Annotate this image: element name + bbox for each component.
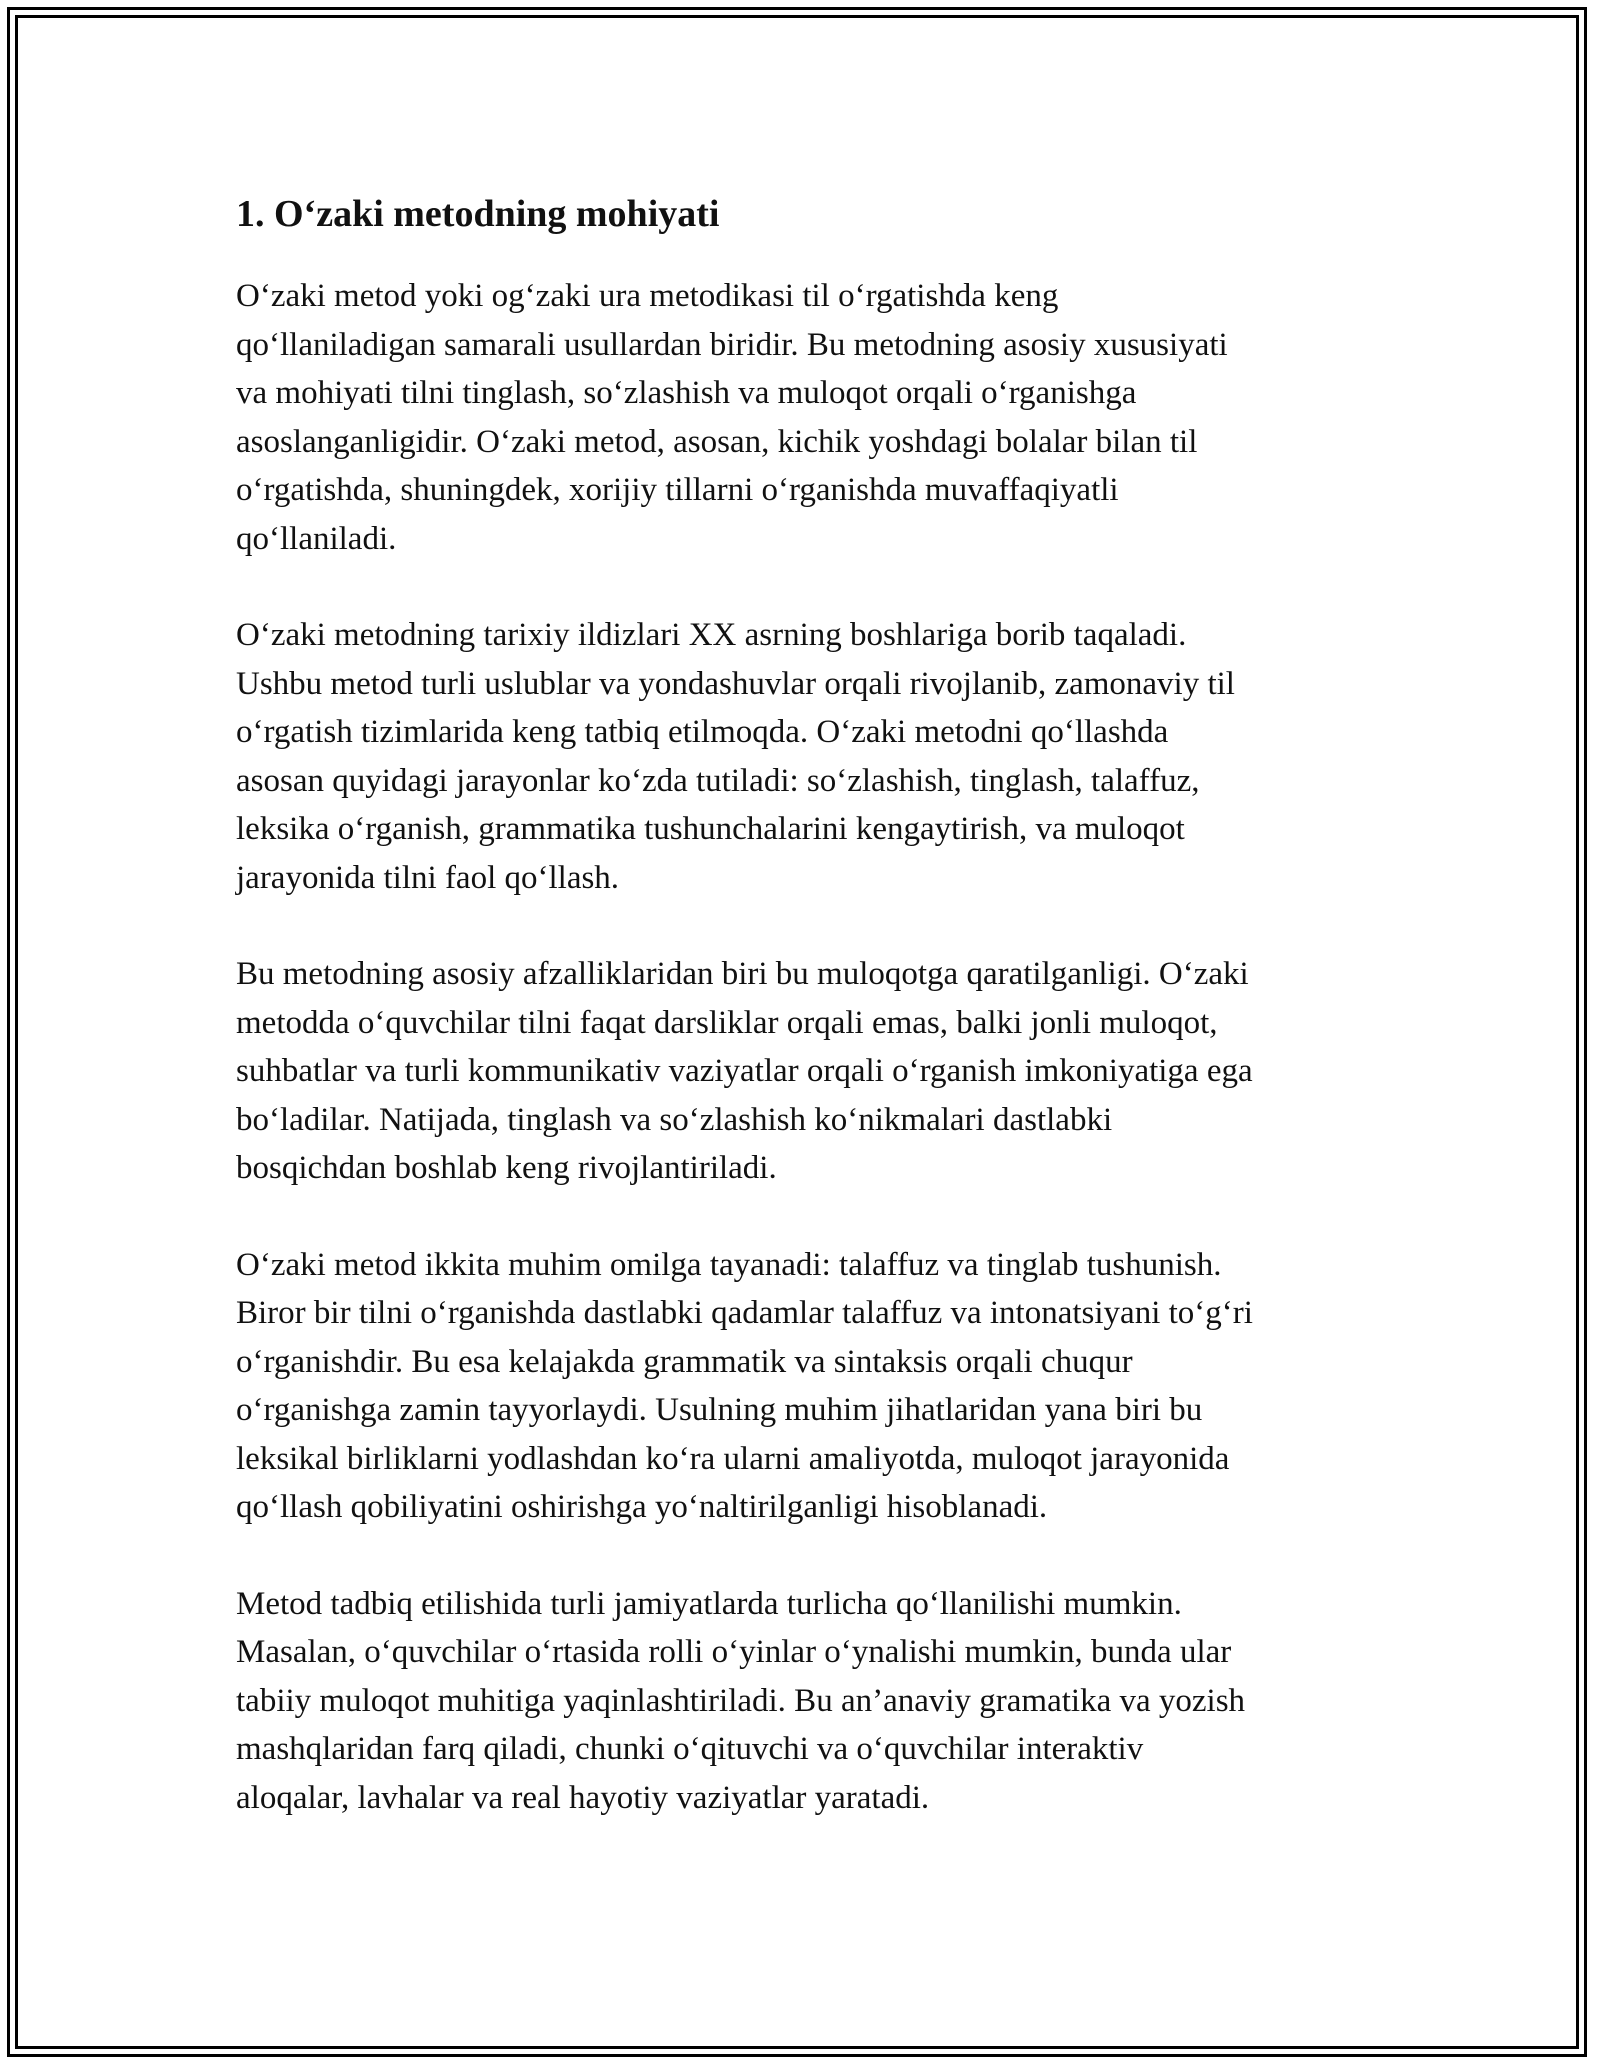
paragraph-2: O‘zaki metodning tarixiy ildizlari XX asrning boshlariga borib taqaladi. Ushbu metod turli uslublar va yondashuvlar orqali rivojlanib, zamonaviy til o‘rgatish tizimlarida keng tatbiq etilmoqda. O‘zaki metodni qo‘llashda asosan quyidagi jarayonlar ko‘zda tutiladi: so‘zlashish, tinglash, talaffuz, leksika o‘rganish, grammatika tushunchalarini kengaytirish, va muloqot jarayonida tilni faol qo‘llash. bbox=[236, 617, 1235, 896]
section-heading: 1. O‘zaki metodning mohiyati bbox=[236, 193, 720, 235]
paragraph-5: Metod tadbiq etilishida turli jamiyatlarda turlicha qo‘llanilishi mumkin. Masalan, o‘quvchilar o‘rtasida rolli o‘yinlar o‘ynalishi mumkin, bunda ular tabiiy muloqot muhitiga yaqinlashtiriladi. Bu an’anaviy gramatika va yozish mashqlaridan farq qiladi, chunki o‘qituvchi va o‘quvchilar interaktiv aloqalar, lavhalar va real hayotiy vaziyatlar yaratadi. bbox=[236, 1585, 1246, 1816]
document-body bbox=[236, 186, 1386, 1870]
paragraph-1: O‘zaki metod yoki og‘zaki ura metodikasi til o‘rgatishda keng qo‘llaniladigan samarali usullardan biridir. Bu metodning asosiy xususiyati va mohiyati tilni tinglash, so‘zlashish va muloqot orqali o‘rganishga asoslanganligidir. O‘zaki metod, asosan, kichik yoshdagi bolalar bilan til o‘rgatishda, shuningdek, xorijiy tillarni o‘rganishda muvaffaqiyatli qo‘llaniladi. bbox=[236, 278, 1228, 557]
paragraph-4: O‘zaki metod ikkita muhim omilga tayanadi: talaffuz va tinglab tushunish. Biror bir tilni o‘rganishda dastlabki qadamlar talaffuz va intonatsiyani to‘g‘ri o‘rganishdir. Bu esa kelajakda grammatik va sintaksis orqali chuqur o‘rganishga zamin tayyorlaydi. Usulning muhim jihatlaridan yana biri bu leksikal birliklarni yodlashdan ko‘ra ularni amaliyotda, muloqot jarayonida qo‘llash qobiliyatini oshirishga yo‘naltirilganligi hisoblanadi. bbox=[236, 1246, 1253, 1525]
paragraph-3: Bu metodning asosiy afzalliklaridan biri bu muloqotga qaratilganligi. O‘zaki metodda o‘quvchilar tilni faqat darsliklar orqali emas, balki jonli muloqot, suhbatlar va turli kommunikativ vaziyatlar orqali o‘rganish imkoniyatiga ega bo‘ladilar. Natijada, tinglash va so‘zlashish ko‘nikmalari dastlabki bosqichdan boshlab keng rivojlantiriladi. bbox=[236, 956, 1253, 1186]
